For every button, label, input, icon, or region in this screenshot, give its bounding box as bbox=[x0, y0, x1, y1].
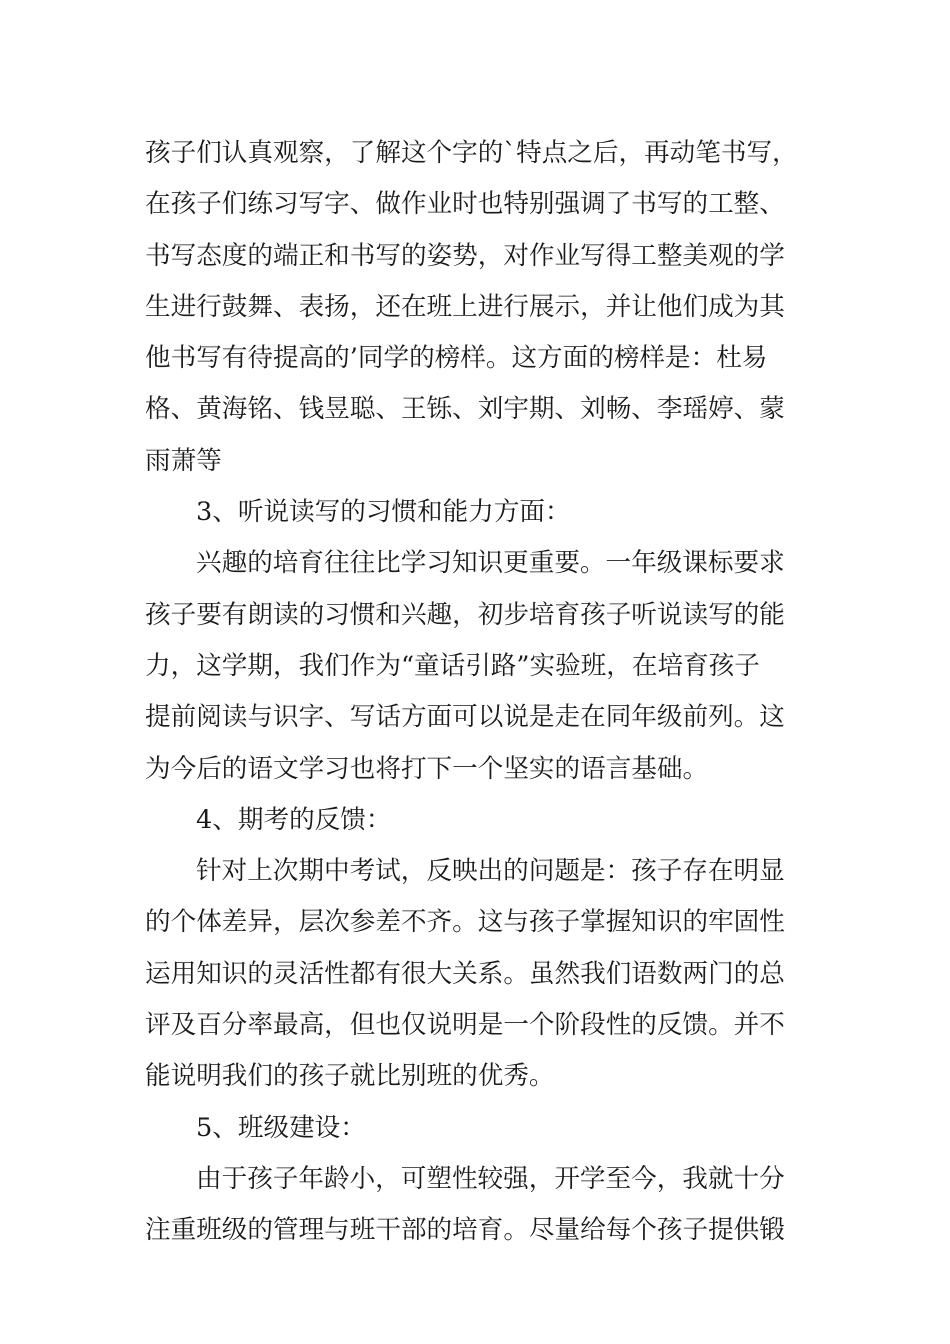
text-line: 提前阅读与识字、写话方面可以说是走在同年级前列。这 bbox=[145, 702, 785, 733]
document-body bbox=[145, 128, 825, 1257]
text-line: 的个体差异，层次参差不齐。这与孩子掌握知识的牢固性 bbox=[145, 907, 785, 938]
text-line: 3、听说读写的习惯和能力方面： bbox=[196, 497, 571, 528]
text-line: 力，这学期，我们作为“童话引路”实验班，在培育孩子 bbox=[145, 650, 760, 681]
text-line: 由于孩子年龄小，可塑性较强，开学至今，我就十分 bbox=[196, 1163, 785, 1194]
text-line: 5、班级建设： bbox=[196, 1112, 366, 1143]
text-line: 能说明我们的孩子就比别班的优秀。 bbox=[145, 1061, 555, 1092]
text-line: 为今后的语文学习也将打下一个坚实的语言基础。 bbox=[145, 753, 709, 784]
text-line: 运用知识的灵活性都有很大关系。虽然我们语数两门的总 bbox=[145, 958, 785, 989]
text-line: 雨萧等 bbox=[145, 445, 222, 476]
text-line: 孩子们认真观察，了解这个字的`特点之后，再动笔书写， bbox=[145, 138, 798, 168]
text-line: 评及百分率最高，但也仅说明是一个阶段性的反馈。并不 bbox=[145, 1010, 785, 1041]
text-line: 注重班级的管理与班干部的培育。尽量给每个孩子提供锻 bbox=[145, 1215, 785, 1246]
text-line: 孩子要有朗读的习惯和兴趣，初步培育孩子听说读写的能 bbox=[145, 599, 785, 630]
text-line: 生进行鼓舞、表扬，还在班上进行展示，并让他们成为其 bbox=[145, 291, 785, 322]
text-line: 在孩子们练习写字、做作业时也特别强调了书写的工整、 bbox=[145, 189, 785, 220]
text-line: 针对上次期中考试，反映出的问题是：孩子存在明显 bbox=[196, 856, 785, 887]
text-line: 格、黄海铭、钱昱聪、王铄、刘宇期、刘畅、李瑶婷、蒙 bbox=[145, 394, 785, 425]
text-line: 4、期考的反馈： bbox=[196, 804, 392, 835]
text-line: 书写态度的端正和书写的姿势，对作业写得工整美观的学 bbox=[145, 240, 785, 271]
text-line: 兴趣的培育往往比学习知识更重要。一年级课标要求 bbox=[196, 548, 785, 579]
text-line: 他书写有待提高的’同学的榜样。这方面的榜样是：杜易 bbox=[145, 343, 768, 374]
